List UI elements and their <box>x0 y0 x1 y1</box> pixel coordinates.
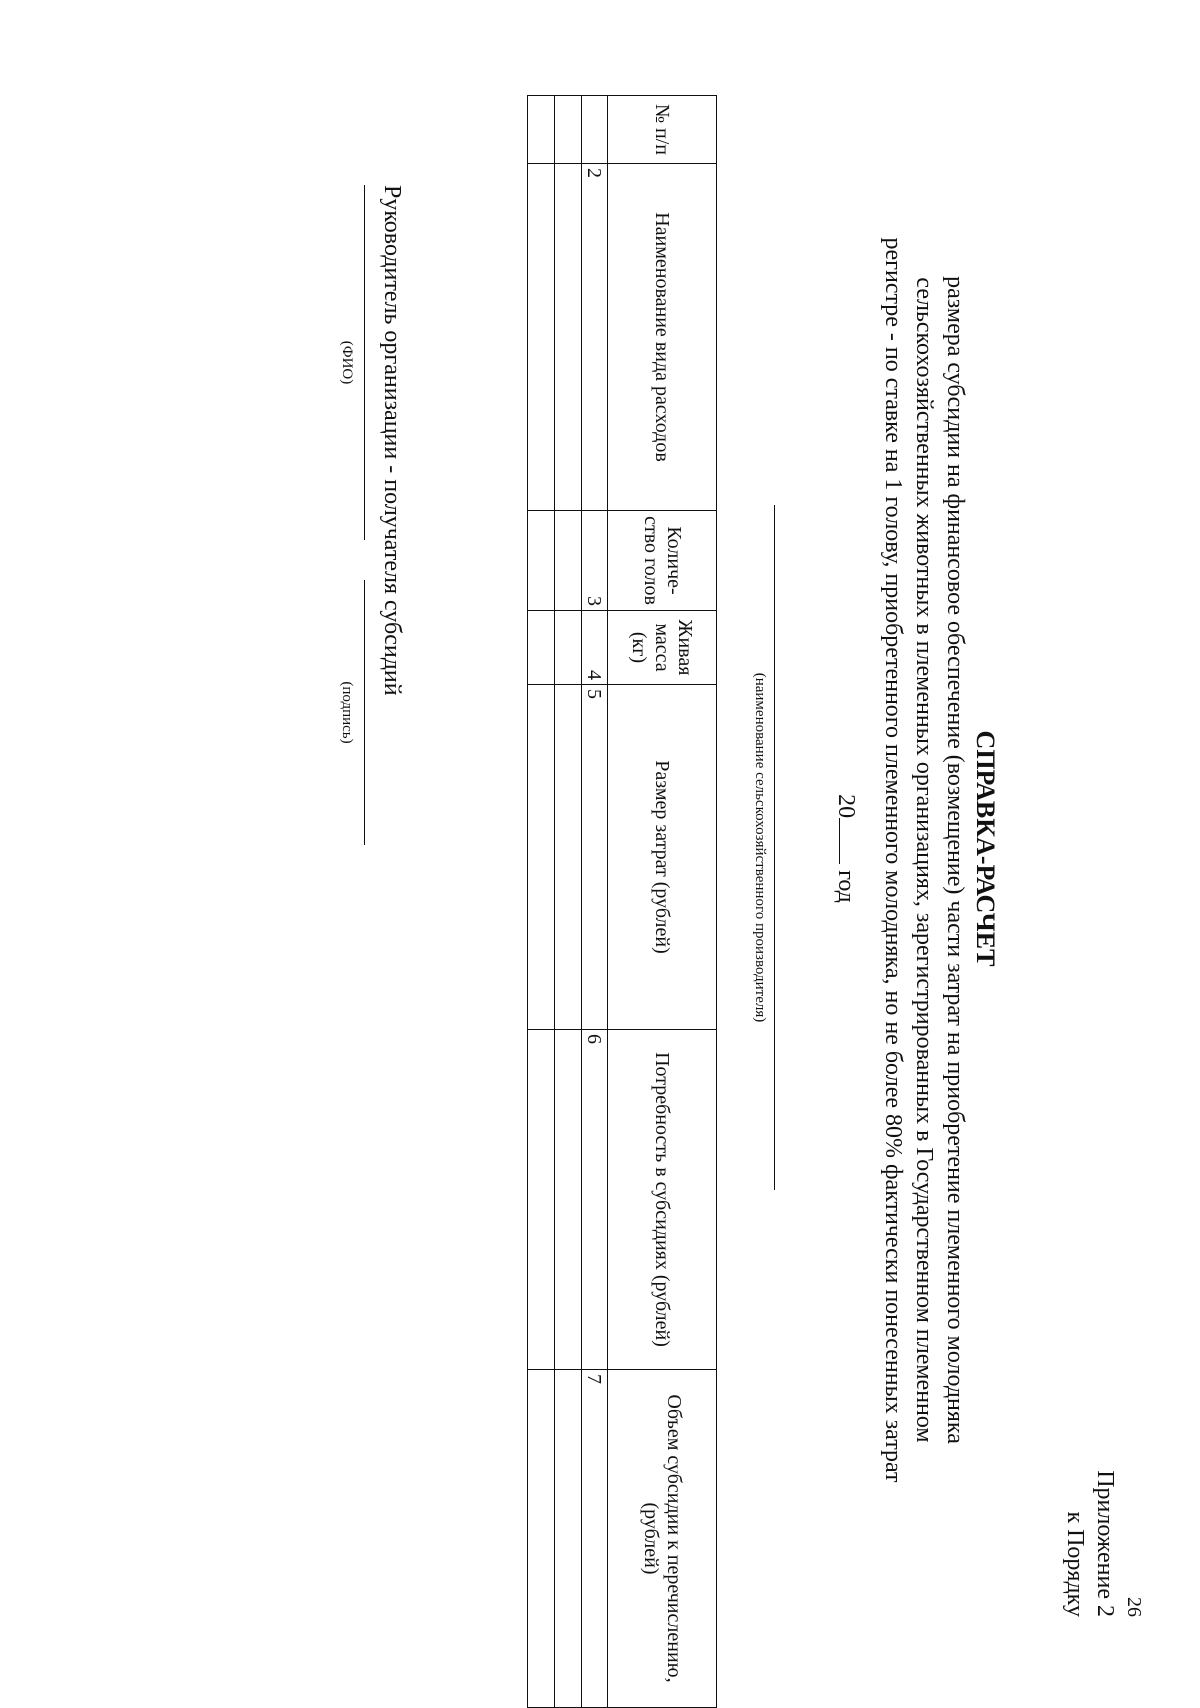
signer-title: Руководитель организации - получателя субсидий <box>379 185 405 696</box>
producer-name-caption: (наименование сельскохозяйственного производителя) <box>752 672 768 1023</box>
header-cell-number: № п/п <box>608 96 717 164</box>
calculation-table <box>527 95 717 1708</box>
document-subtitle: размера субсидии на финансовое обеспечение (возмещение) части затрат на приобретение племенного молодняка сельскохозяйственных животных в племенных организациях, зарегистрированных в Государственном племенном регистре - по ставке на 1 голову, приобретенного племенного молодняка, но не более 80% фактически понесенных затрат <box>880 237 968 1483</box>
column-number-row <box>582 96 608 1708</box>
column-number-cell: 2 <box>582 164 608 511</box>
table-cell <box>528 1030 555 1370</box>
fio-line <box>364 185 365 540</box>
column-number-cell: 6 <box>582 1030 608 1370</box>
page-number: 26 <box>1123 1597 1145 1617</box>
table-cell <box>555 96 582 164</box>
appendix-line-1: Приложение 2 <box>1092 1470 1118 1617</box>
header-cell-cost-amount: Размер затрат (рублей) <box>608 685 717 1030</box>
column-number-cell <box>582 96 608 164</box>
signature-line <box>364 580 365 845</box>
table-cell <box>528 164 555 511</box>
column-number-cell: 7 <box>582 1370 608 1708</box>
header-cell-expense-type: Наименование вида расходов <box>608 164 717 511</box>
table-cell <box>555 164 582 511</box>
year-prefix: 20 <box>833 794 859 819</box>
year-suffix: год <box>833 870 859 903</box>
year-blank-field <box>839 818 860 864</box>
table-row <box>528 96 555 1708</box>
header-cell-subsidy-transfer: Объем субсидии к перечислению, (рублей) <box>608 1370 717 1708</box>
column-number-cell: 3 <box>582 511 608 611</box>
appendix-line-2: к Порядку <box>1062 1511 1088 1617</box>
header-cell-head-count: Количе-ство голов <box>608 511 717 611</box>
column-number-cell: 4 <box>582 611 608 685</box>
table-header-row <box>608 96 717 1708</box>
year-line <box>832 0 860 1697</box>
header-cell-subsidy-need: Потребность в субсидиях (рублей) <box>608 1030 717 1370</box>
table-cell <box>528 685 555 1030</box>
table-cell <box>555 611 582 685</box>
table-cell <box>555 1370 582 1708</box>
document-title: СПРАВКА-РАСЧЕТ <box>971 730 1000 967</box>
table-row <box>555 96 582 1708</box>
header-cell-live-weight: Живая масса (кг) <box>608 611 717 685</box>
column-number-cell: 5 <box>582 685 608 1030</box>
appendix-reference <box>1060 1470 1120 1617</box>
signature-caption: (подпись) <box>339 681 355 744</box>
producer-name-line <box>774 505 775 1190</box>
table-cell <box>555 685 582 1030</box>
table-cell <box>555 1030 582 1370</box>
table-cell <box>528 511 555 611</box>
table-cell <box>528 96 555 164</box>
table-cell <box>555 511 582 611</box>
fio-caption: (ФИО) <box>339 340 355 385</box>
table-cell <box>528 611 555 685</box>
table-cell <box>528 1370 555 1708</box>
